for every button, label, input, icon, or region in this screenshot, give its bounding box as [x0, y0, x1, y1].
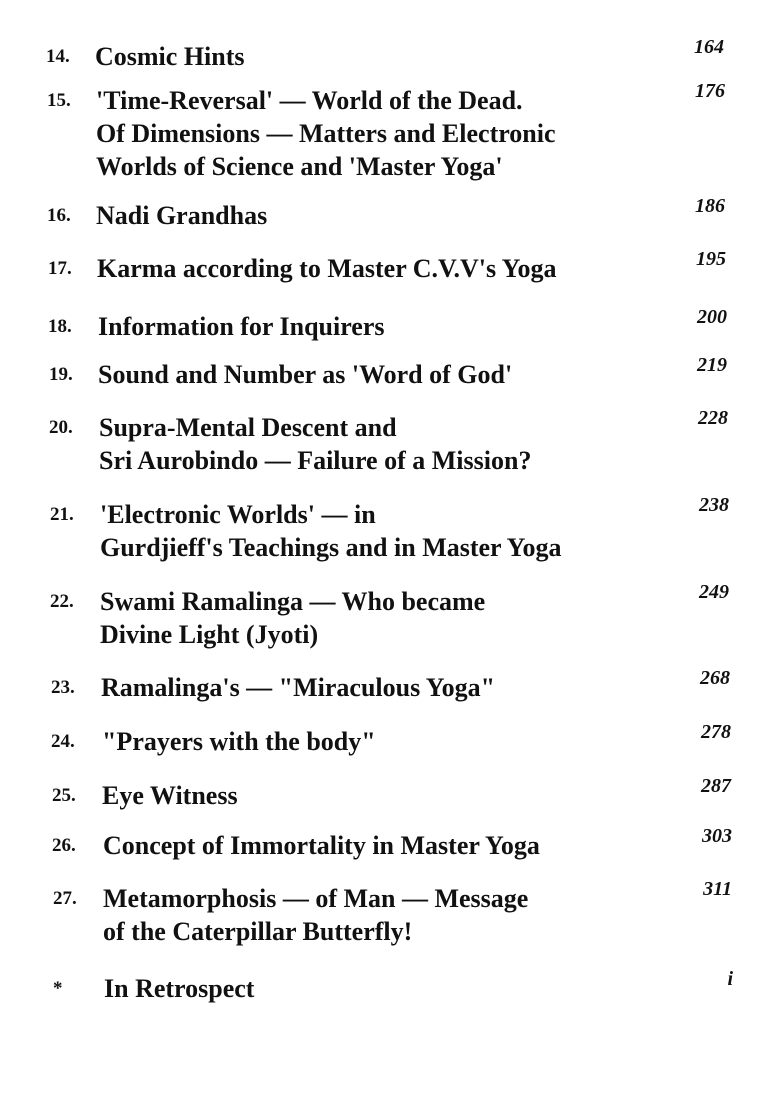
entry-title — [100, 498, 562, 564]
entry-page-number: 278 — [701, 721, 731, 743]
entry-title — [96, 84, 556, 183]
entry-title-line: Divine Light (Jyoti) — [100, 620, 319, 649]
entry-number: 27. — [53, 888, 77, 909]
entry-number: 17. — [48, 258, 72, 279]
entry-title-line: Concept of Immortality in Master Yoga — [103, 831, 540, 860]
entry-title — [95, 40, 245, 73]
entry-page-number: 311 — [703, 878, 732, 900]
entry-title-line: of the Caterpillar Butterfly! — [103, 917, 413, 946]
entry-title — [103, 882, 528, 948]
entry-title — [99, 411, 531, 477]
entry-title-line: Nadi Grandhas — [96, 201, 268, 230]
entry-title — [98, 358, 512, 391]
entry-title-line: In Retrospect — [104, 974, 255, 1003]
entry-title — [98, 310, 385, 343]
entry-title-line: 'Time-Reversal' — World of the Dead. — [96, 86, 523, 115]
entry-title-line: Cosmic Hints — [95, 42, 245, 71]
entry-page-number: 219 — [697, 354, 727, 376]
entry-title — [104, 972, 254, 1005]
entry-title — [101, 671, 495, 704]
entry-title-line: Worlds of Science and 'Master Yoga' — [96, 152, 503, 181]
entry-number: * — [53, 978, 63, 999]
entry-number: 14. — [46, 46, 70, 67]
entry-page-number: 176 — [695, 80, 725, 102]
entry-number: 21. — [50, 504, 74, 525]
entry-title-line: "Prayers with the body" — [102, 727, 376, 756]
entry-number: 24. — [51, 731, 75, 752]
entry-page-number: 238 — [699, 494, 729, 516]
entry-title-line: Of Dimensions — Matters and Electronic — [96, 119, 556, 148]
entry-number: 18. — [48, 316, 72, 337]
entry-page-number: 164 — [694, 36, 724, 58]
entry-title — [102, 779, 238, 812]
entry-title-line: Sri Aurobindo — Failure of a Mission? — [99, 446, 532, 475]
entry-page-number: 249 — [699, 581, 729, 603]
entry-title-line: Eye Witness — [102, 781, 238, 810]
entry-number: 20. — [49, 417, 73, 438]
entry-title — [100, 585, 485, 651]
entry-page-number: 287 — [701, 775, 731, 797]
entry-title — [102, 725, 376, 758]
entry-title — [97, 252, 557, 285]
entry-title-line: Supra-Mental Descent and — [99, 413, 397, 442]
entry-page-number: 200 — [697, 306, 727, 328]
entry-title-line: Metamorphosis — of Man — Message — [103, 884, 529, 913]
entry-number: 25. — [52, 785, 76, 806]
entry-page-number: 186 — [695, 195, 725, 217]
entry-title-line: Swami Ramalinga — Who became — [100, 587, 486, 616]
entry-title-line: Information for Inquirers — [98, 312, 385, 341]
entry-page-number: 195 — [696, 248, 726, 270]
entry-number: 23. — [51, 677, 75, 698]
entry-number: 26. — [52, 835, 76, 856]
entry-number: 22. — [50, 591, 74, 612]
entry-title — [103, 829, 540, 862]
entry-title-line: Gurdjieff's Teachings and in Master Yoga — [100, 533, 562, 562]
entry-title-line: Sound and Number as 'Word of God' — [98, 360, 513, 389]
entry-page-number: 303 — [702, 825, 732, 847]
entry-page-number: 228 — [698, 407, 728, 429]
entry-title-line: Ramalinga's — "Miraculous Yoga" — [101, 673, 496, 702]
entry-number: 15. — [47, 90, 71, 111]
entry-title — [96, 199, 267, 232]
entry-page-number: 268 — [700, 667, 730, 689]
entry-number: 19. — [49, 364, 73, 385]
entry-title-line: Karma according to Master C.V.V's Yoga — [97, 254, 557, 283]
entry-number: 16. — [47, 205, 71, 226]
entry-page-number: i — [727, 968, 733, 990]
entry-title-line: 'Electronic Worlds' — in — [100, 500, 376, 529]
